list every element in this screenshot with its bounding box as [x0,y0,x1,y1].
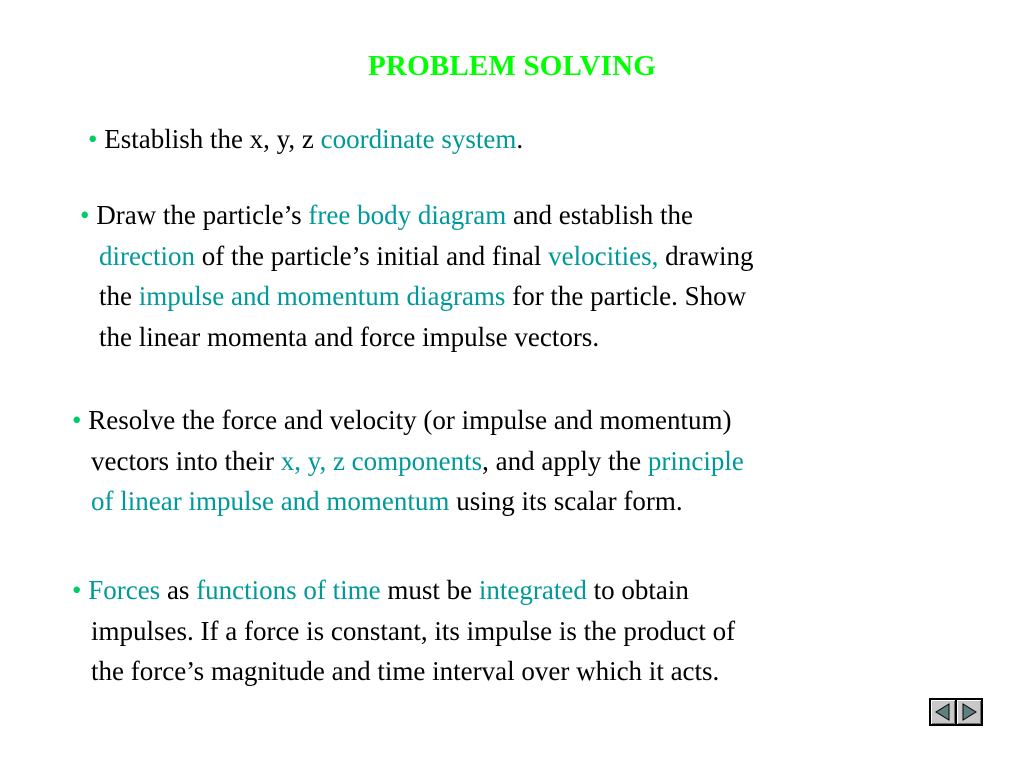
text-run: vectors into their [91,445,281,476]
bullet-dot: • [80,200,90,230]
text-run: the [99,281,139,312]
bullet-line [72,481,744,522]
slide-navigation [929,698,983,726]
next-slide-button[interactable] [957,698,983,726]
bullet-line [80,276,754,317]
text-run: using its scalar form. [449,486,683,517]
bullet-dot: • [88,124,98,154]
text-run: the force’s magnitude and time interval over which it acts. [91,656,720,687]
previous-slide-button[interactable] [929,698,957,726]
bullet-line [80,317,754,358]
highlight-term: direction [99,240,195,271]
slide-title: PROBLEM SOLVING [368,50,656,82]
text-run: impulses. If a force is constant, its impulse is the product of [91,615,736,646]
highlight-term: functions of time [196,575,381,605]
bullet-line [72,441,744,482]
bullet-free-body-diagram [80,195,754,358]
text-run: Resolve the force and velocity (or impulse and momentum) [88,405,732,435]
highlight-term: impulse and momentum diagrams [138,281,506,312]
text-run: as [160,575,197,605]
text-run: must be [380,575,479,605]
highlight-term: integrated [478,575,587,605]
bullet-line [72,400,744,441]
highlight-term: Forces [88,575,161,605]
triangle-left-icon [934,703,952,721]
highlight-term: free body diagram [308,200,507,230]
bullet-line [80,236,754,277]
text-run: of the particle’s initial and final [194,240,549,271]
bullet-line [72,651,735,692]
triangle-right-icon [960,703,978,721]
text-run: , and apply the [482,445,648,476]
text-run: to obtain [586,575,689,605]
text-run: the linear momenta and force impulse vectors. [99,322,600,353]
highlight-term: coordinate system [320,124,517,154]
highlight-term: velocities, [548,240,659,271]
bullet-dot: • [72,405,82,435]
text-run: and establish the [506,200,694,230]
bullet-line [72,570,735,611]
text-run: for the particle. Show [505,281,747,312]
text-run: drawing [658,240,754,271]
text-run: Establish the x, y, z [104,124,321,154]
bullet-dot: • [72,575,82,605]
text-run: Draw the particle’s [96,200,309,230]
text-run: . [516,124,524,154]
highlight-term: principle [647,445,744,476]
bullet-resolve-components [72,400,744,522]
bullet-line [80,195,754,236]
bullet-forces-functions-of-time [72,570,735,692]
highlight-term: x, y, z components [280,445,483,476]
bullet-line [88,119,523,160]
bullet-coordinate-system [88,119,523,160]
bullet-line [72,611,735,652]
highlight-term: of linear impulse and momentum [91,486,450,517]
